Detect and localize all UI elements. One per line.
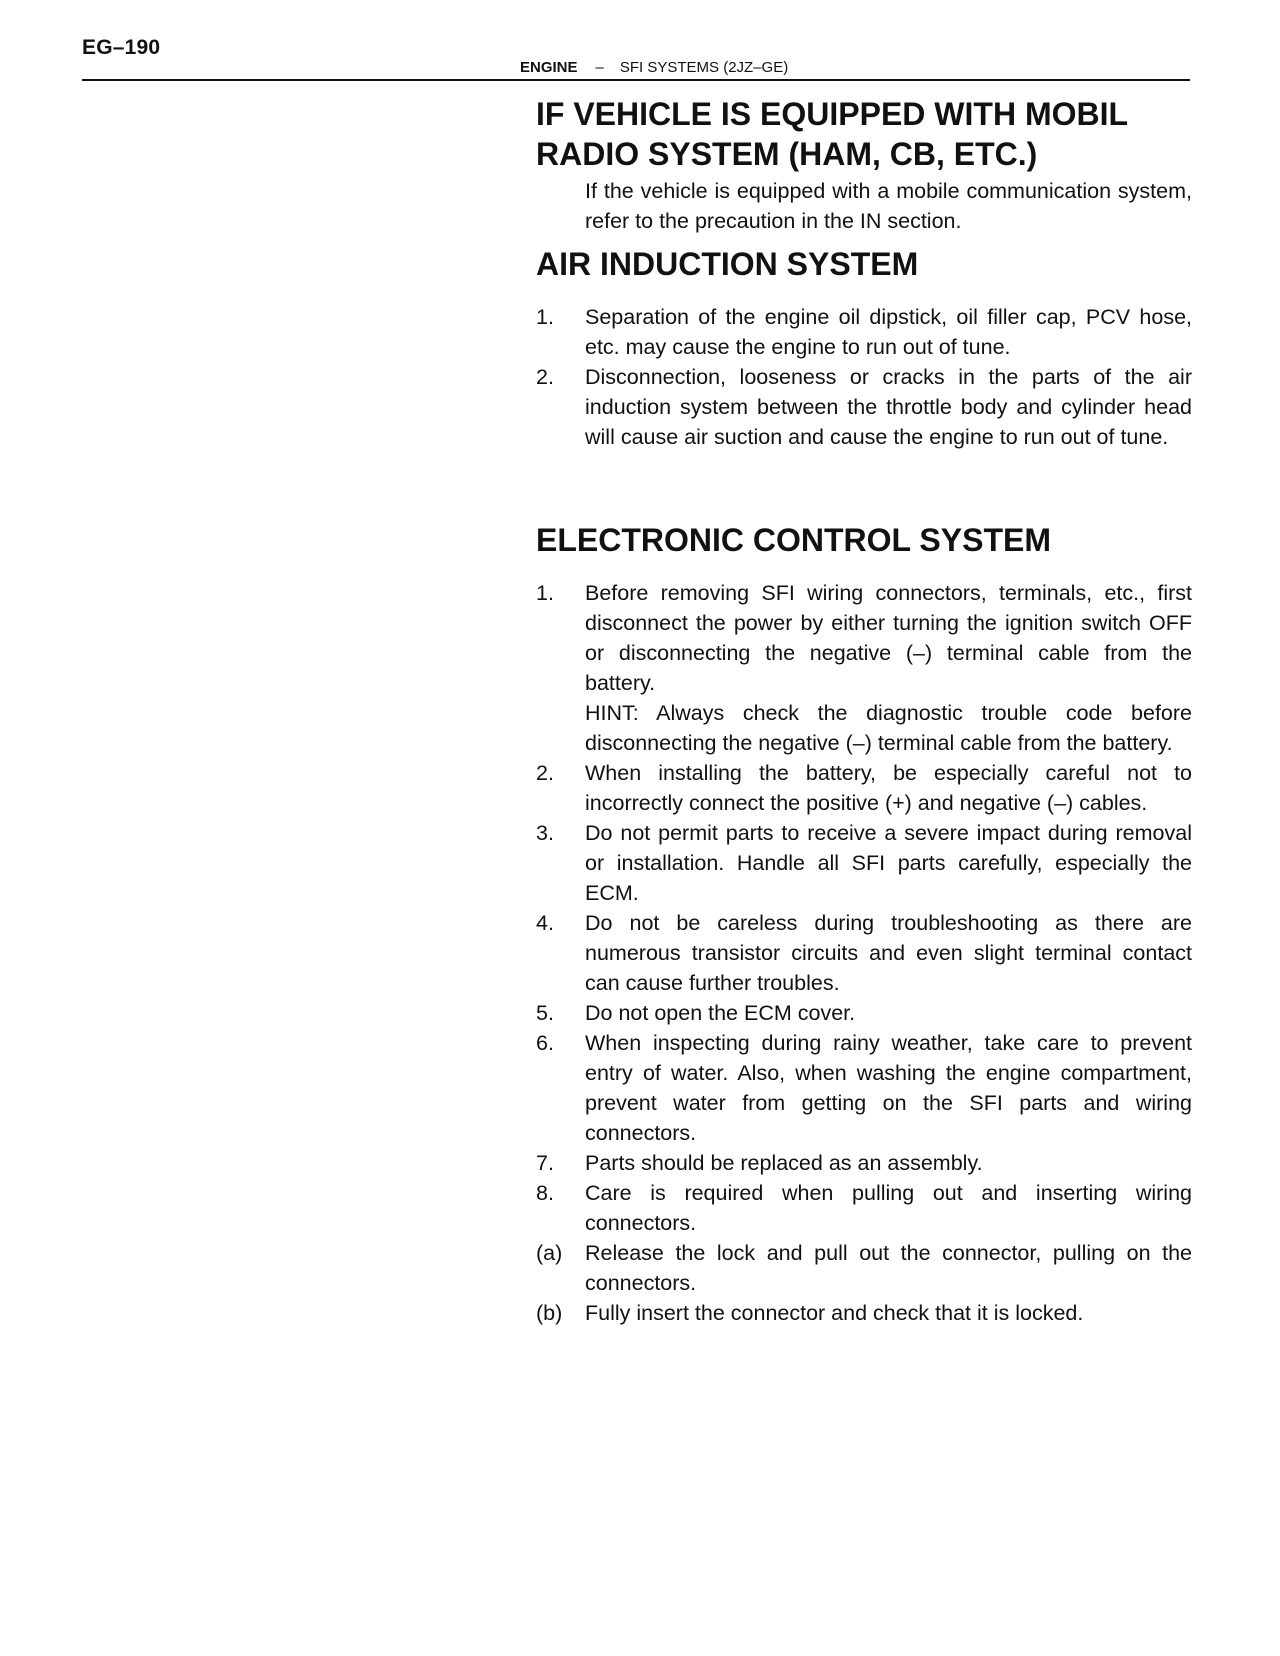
list-item (536, 1238, 1192, 1298)
main-content (536, 94, 1192, 1328)
mobile-radio-heading (536, 94, 1192, 174)
list-marker: 8. (536, 1181, 554, 1205)
list-item (536, 1148, 1192, 1178)
list-marker: 1. (536, 305, 554, 329)
electronic-control-list (536, 578, 1192, 1328)
list-marker: (a) (536, 1241, 563, 1265)
list-marker: 4. (536, 911, 554, 935)
air-induction-section (536, 244, 1192, 452)
electronic-control-section (536, 520, 1192, 1328)
list-item-text: When inspecting during rainy weather, take care to prevent entry of water. Also, when washing the engine compartment, prevent water from getting on the SFI parts and wiring connectors. (585, 1031, 1192, 1145)
list-item-text: Care is required when pulling out and inserting wiring connectors. (585, 1181, 1192, 1235)
mobile-radio-text: If the vehicle is equipped with a mobile communication system, refer to the precaution in the IN section. (585, 179, 1192, 233)
list-item-text: Separation of the engine oil dipstick, oil filler cap, PCV hose, etc. may cause the engine to run out of tune. (585, 305, 1192, 359)
list-item (536, 758, 1192, 818)
air-induction-list (536, 302, 1192, 452)
running-head-section: ENGINE (520, 59, 578, 76)
air-induction-heading: AIR INDUCTION SYSTEM (536, 246, 919, 282)
list-marker: 7. (536, 1151, 554, 1175)
list-item-text (585, 578, 1192, 758)
list-item (536, 578, 1192, 758)
running-head-subsection: SFI SYSTEMS (2JZ–GE) (619, 59, 789, 76)
list-item-text: When installing the battery, be especially careful not to incorrectly connect the positive (+) and negative (–) cables. (585, 761, 1192, 815)
list-marker: 3. (536, 821, 554, 845)
list-item (536, 908, 1192, 998)
list-item (536, 362, 1192, 452)
list-item-text: Do not open the ECM cover. (585, 1001, 856, 1025)
list-marker: 1. (536, 581, 554, 605)
list-item-body: Before removing SFI wiring connectors, terminals, etc., first disconnect the power by either turning the ignition switch OFF or disconnecting the negative (–) terminal cable from the battery. (585, 581, 1192, 695)
page-number: EG–190 (82, 36, 161, 59)
mobile-radio-heading-line2: RADIO SYSTEM (HAM, CB, ETC.) (536, 136, 1038, 172)
header-rule (82, 79, 1190, 81)
list-marker: 6. (536, 1031, 554, 1055)
electronic-control-heading: ELECTRONIC CONTROL SYSTEM (536, 522, 1051, 558)
list-item-text: Parts should be replaced as an assembly. (585, 1151, 983, 1175)
list-item (536, 1298, 1192, 1328)
list-marker: 2. (536, 761, 554, 785)
list-item-text: Do not be careless during troubleshooting as there are numerous transistor circuits and even slight terminal contact can cause further troubles. (585, 911, 1192, 995)
running-head (520, 59, 788, 76)
list-item-text: Disconnection, looseness or cracks in the parts of the air induction system between the throttle body and cylinder head will cause air suction and cause the engine to run out of tune. (585, 365, 1192, 449)
running-head-separator: – (595, 59, 604, 76)
list-item-text: Release the lock and pull out the connector, pulling on the connectors. (585, 1241, 1192, 1295)
list-item (536, 302, 1192, 362)
list-item (536, 998, 1192, 1028)
mobile-radio-section (536, 94, 1192, 236)
list-item (536, 1178, 1192, 1238)
list-item-text: Fully insert the connector and check that it is locked. (585, 1301, 1084, 1325)
list-item (536, 818, 1192, 908)
list-marker: (b) (536, 1301, 563, 1325)
hint-text: HINT: Always check the diagnostic trouble code before disconnecting the negative (–) terminal cable from the battery. (585, 701, 1192, 755)
list-marker: 2. (536, 365, 554, 389)
list-item-text: Do not permit parts to receive a severe impact during removal or installation. Handle all SFI parts carefully, especially the ECM. (585, 821, 1192, 905)
list-item (536, 1028, 1192, 1148)
mobile-radio-heading-line1: IF VEHICLE IS EQUIPPED WITH MOBIL (536, 96, 1129, 132)
list-marker: 5. (536, 1001, 554, 1025)
